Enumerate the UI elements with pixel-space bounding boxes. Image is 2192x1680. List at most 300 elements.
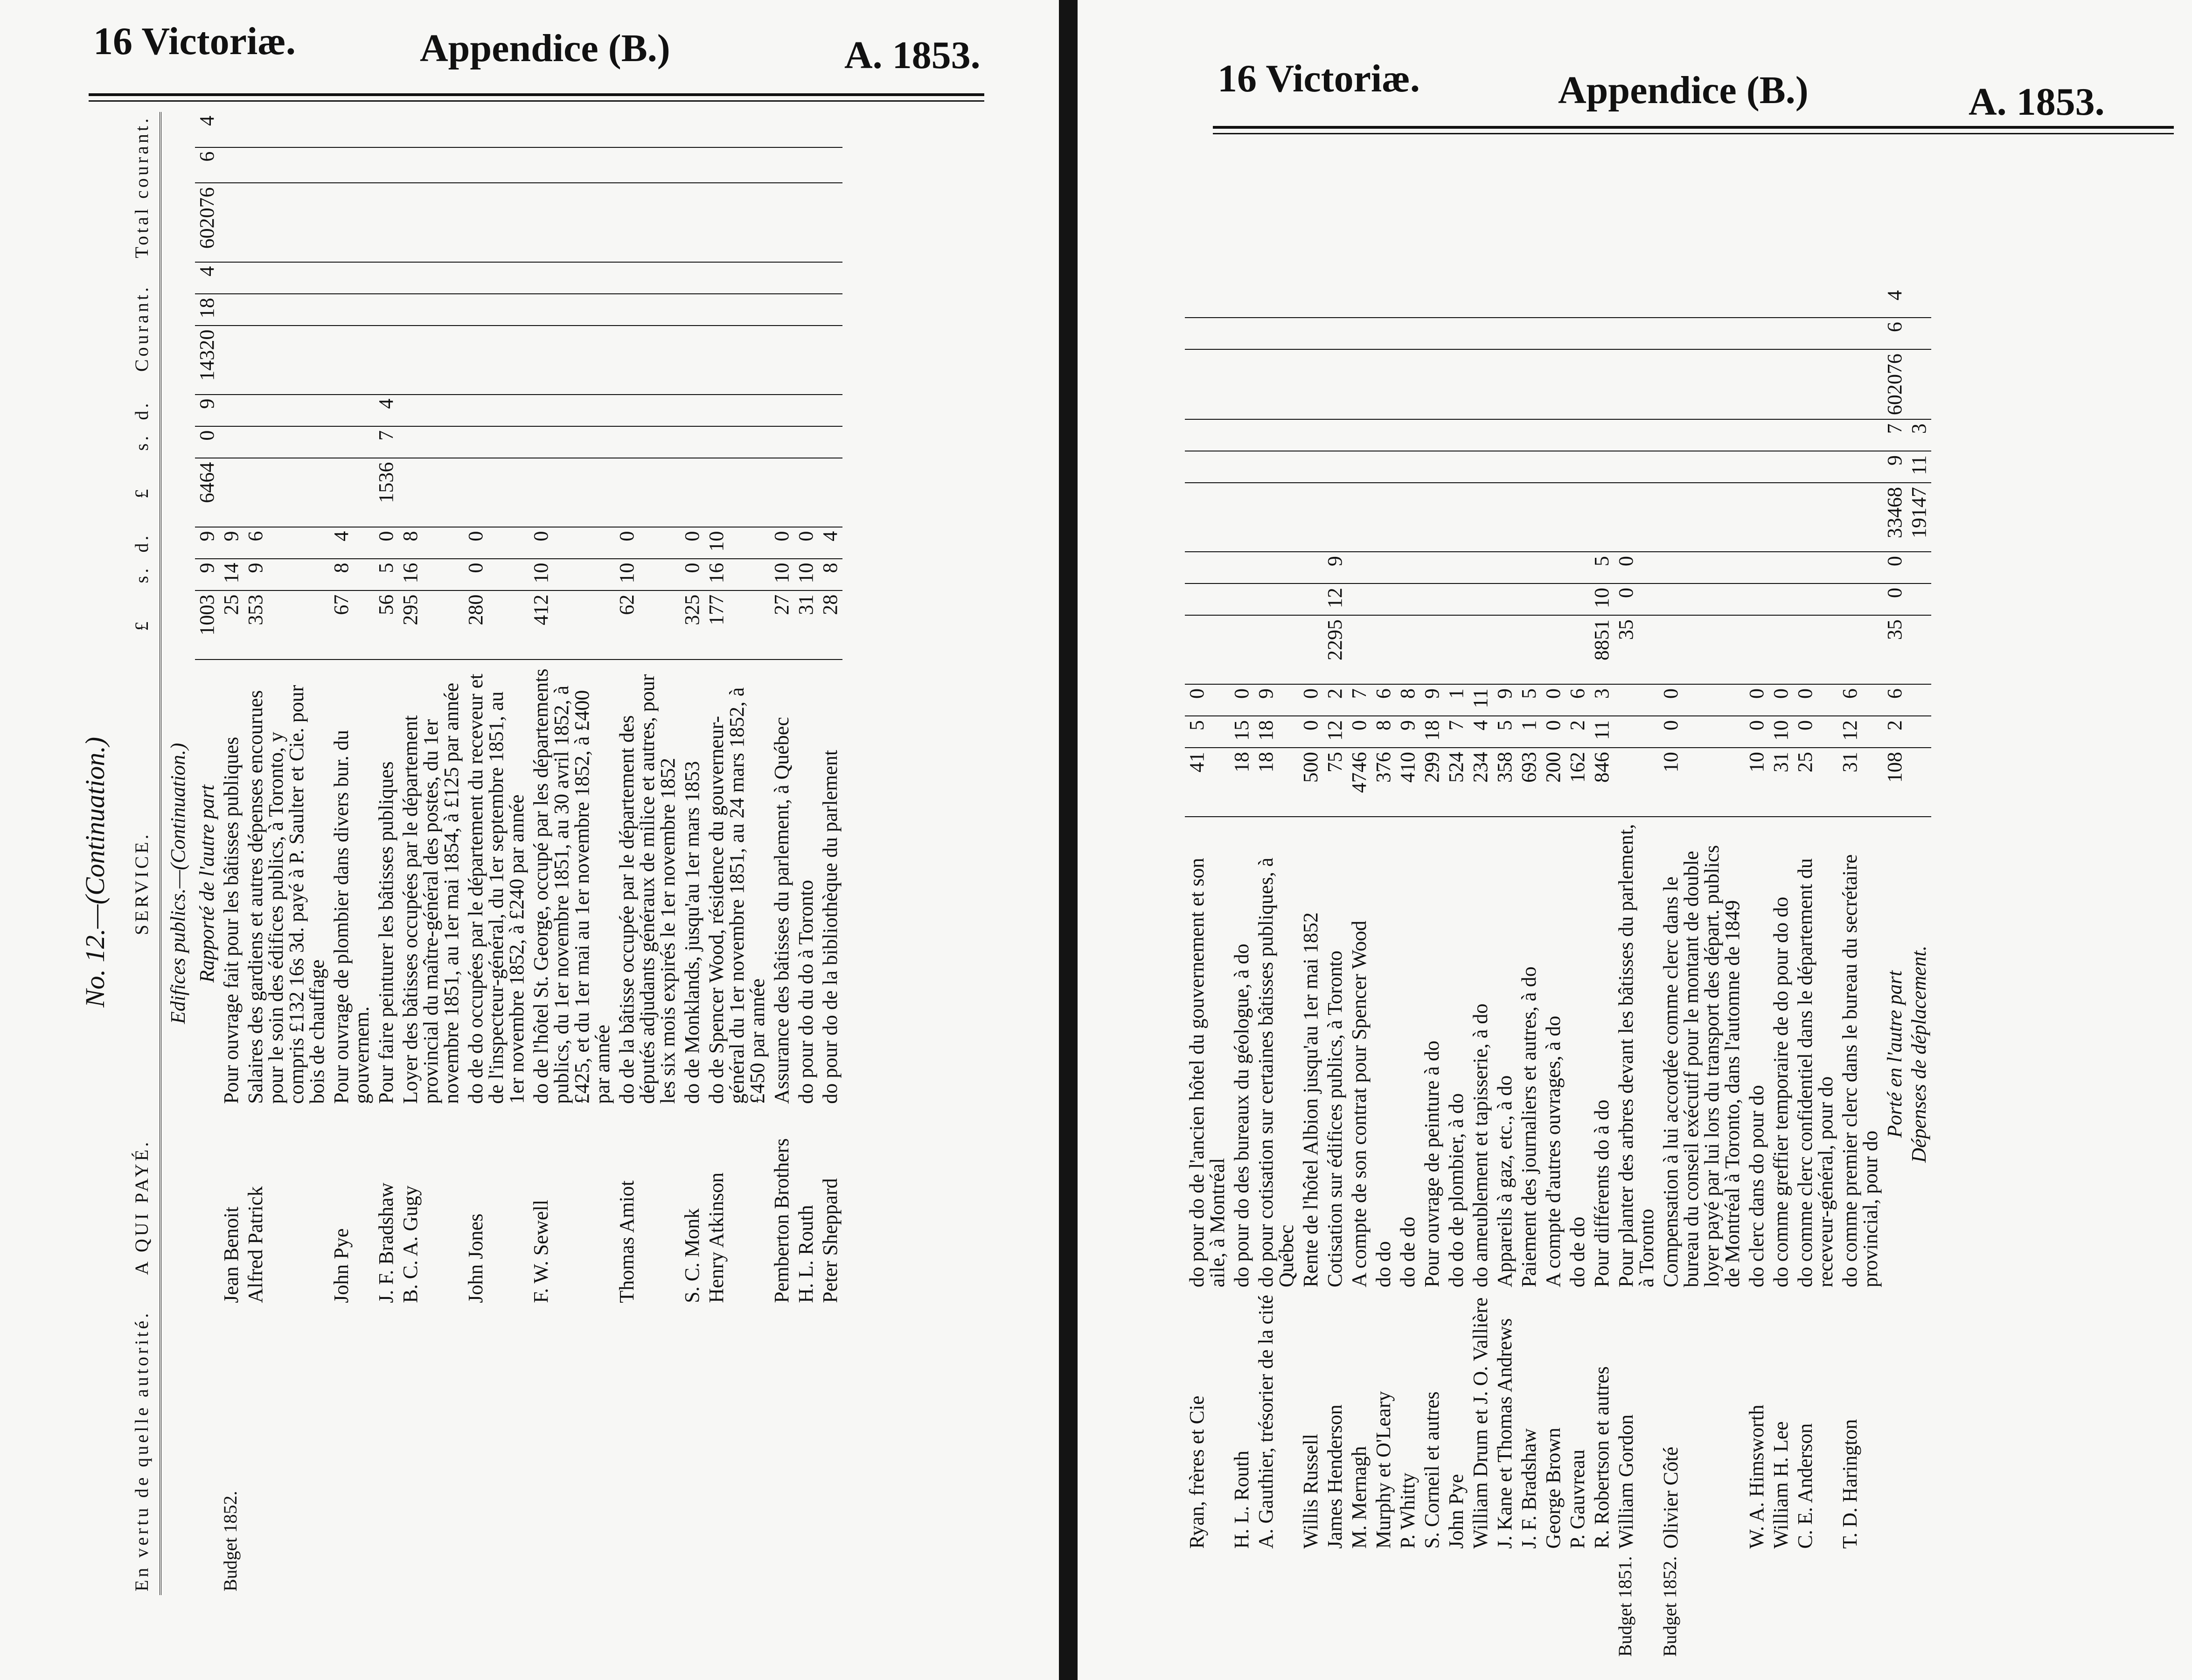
payee-cell: J. Kane et Thomas Andrews bbox=[1493, 1318, 1516, 1549]
table-row bbox=[1371, 286, 1396, 1660]
subtotal-pounds: 8851 bbox=[1590, 615, 1614, 684]
table-row bbox=[794, 112, 818, 1595]
payee-cell: Jean Benoit bbox=[220, 1207, 243, 1303]
subtotal-pounds: 1536 bbox=[374, 458, 398, 527]
payee-cell: H. L. Routh bbox=[794, 1205, 817, 1303]
amount-shillings: 5 bbox=[374, 559, 398, 590]
payee-cell: S. Corneil et autres bbox=[1420, 1391, 1443, 1549]
authority-cell bbox=[244, 1307, 329, 1595]
authority-cell bbox=[1468, 1552, 1493, 1660]
subtotal-pence: 9 bbox=[1323, 552, 1347, 583]
service-cell: Pour faire peinturer les bâtisses publiques bbox=[375, 761, 397, 1104]
subtotal-pounds bbox=[794, 458, 818, 527]
total-b-l: 35 bbox=[1883, 615, 1907, 684]
payee-cell: M. Mernagh bbox=[1348, 1446, 1371, 1549]
table-row bbox=[615, 112, 680, 1595]
amount-shillings: 10 bbox=[529, 559, 615, 590]
subtotal-shillings bbox=[1230, 583, 1254, 615]
subtotal-pence bbox=[1371, 552, 1396, 583]
amount-pounds: 31 bbox=[1769, 748, 1793, 817]
subtotal-shillings bbox=[1493, 583, 1517, 615]
subtotal-pounds bbox=[398, 458, 464, 527]
subtotal-pence bbox=[529, 395, 615, 426]
subtotal-pence bbox=[1299, 552, 1323, 583]
service-cell: Pour ouvrage de plombier dans divers bur. du gouvernem. bbox=[330, 730, 373, 1104]
amount-shillings: 0 bbox=[464, 559, 529, 590]
subtotal-shillings bbox=[1745, 583, 1769, 615]
service-cell: Pour ouvrage de peinture à do bbox=[1420, 1041, 1443, 1288]
authority-cell bbox=[615, 1307, 680, 1595]
subtotal-pounds bbox=[1517, 615, 1541, 684]
authority-cell bbox=[1590, 1552, 1614, 1660]
subtotal-pence bbox=[464, 395, 529, 426]
amount-shillings: 4 bbox=[1468, 716, 1493, 748]
table-row bbox=[1396, 286, 1420, 1660]
authority-cell bbox=[529, 1307, 615, 1595]
left-appendix: Appendice (B.) bbox=[420, 27, 670, 70]
payee-cell: W. A. Himsworth bbox=[1745, 1404, 1768, 1549]
subtotal-pounds bbox=[1769, 615, 1793, 684]
amount-shillings: 5 bbox=[1493, 716, 1517, 748]
amount-pence: 4 bbox=[329, 527, 374, 559]
service-cell: do comme clerc confidentiel dans le département du receveur-général, pour do bbox=[1794, 858, 1837, 1288]
payee-cell: William Gordon bbox=[1614, 1414, 1637, 1549]
amount-pence: 0 bbox=[1745, 684, 1769, 716]
table-row bbox=[1614, 286, 1659, 1660]
amount-shillings: 0 bbox=[680, 559, 704, 590]
total-c-d: 7 bbox=[1883, 419, 1907, 451]
mid-total-c-l: 19147 bbox=[1907, 483, 1931, 552]
amount-shillings: 18 bbox=[1254, 716, 1299, 748]
amount-shillings: 5 bbox=[1185, 716, 1230, 748]
subtotal-pounds: 2295 bbox=[1323, 615, 1347, 684]
amount-pence: 9 bbox=[219, 527, 244, 559]
amount-shillings: 12 bbox=[1323, 716, 1347, 748]
payee-cell: Peter Sheppard bbox=[819, 1178, 842, 1303]
payee-cell: Ryan, frères et Cie bbox=[1185, 1395, 1208, 1549]
amount-pence: 0 bbox=[1299, 684, 1323, 716]
amount-shillings: 10 bbox=[794, 559, 818, 590]
table-row bbox=[1323, 286, 1347, 1660]
amount-shillings: 9 bbox=[1396, 716, 1420, 748]
subtotal-shillings bbox=[1468, 583, 1493, 615]
right-ledger-table bbox=[1185, 286, 1931, 1660]
subtotal-shillings bbox=[1769, 583, 1793, 615]
subtotal-shillings bbox=[529, 426, 615, 458]
table-row bbox=[1566, 286, 1590, 1660]
authority-cell bbox=[704, 1307, 770, 1595]
amount-pounds: 280 bbox=[464, 590, 529, 660]
subtotal-pounds bbox=[680, 458, 704, 527]
subtotal-pence bbox=[770, 395, 794, 426]
table-row bbox=[1659, 286, 1745, 1660]
amount-pounds: 67 bbox=[329, 590, 374, 660]
amount-pounds: 28 bbox=[818, 590, 842, 660]
service-cell: A compte de son contrat pour Spencer Wood bbox=[1348, 920, 1371, 1288]
service-cell: do do bbox=[1372, 1241, 1395, 1288]
service-cell: do pour do de l'ancien hôtel du gouvernement et son aile, à Montréal bbox=[1185, 858, 1229, 1288]
subtotal-pence bbox=[1444, 552, 1468, 583]
carried-a-d: 9 bbox=[195, 527, 219, 559]
amount-pence: 7 bbox=[1347, 684, 1371, 716]
subtotal-shillings bbox=[704, 426, 770, 458]
subtotal-pounds bbox=[1396, 615, 1420, 684]
subtotal-pence bbox=[1566, 552, 1590, 583]
subtotal-shillings bbox=[1838, 583, 1883, 615]
total-a-l: 108 bbox=[1883, 748, 1907, 817]
table-row bbox=[529, 112, 615, 1595]
col-payee: A QUI PAYÉ. bbox=[131, 1108, 160, 1307]
table-row bbox=[1468, 286, 1493, 1660]
amount-pounds: 353 bbox=[244, 590, 329, 660]
table-row bbox=[1838, 286, 1883, 1660]
subtotal-shillings bbox=[615, 426, 680, 458]
table-row bbox=[1299, 286, 1323, 1660]
service-cell: Paiement des journaliers et autres, à do bbox=[1517, 966, 1540, 1288]
amount-pence: 0 bbox=[1793, 684, 1838, 716]
col-total-current: Total courant. bbox=[131, 112, 160, 262]
carried-forward-label: Porté en l'autre part bbox=[1883, 970, 1906, 1138]
authority-cell bbox=[1323, 1552, 1347, 1660]
left-ledger bbox=[131, 112, 842, 1595]
amount-pounds: 4746 bbox=[1347, 748, 1371, 817]
amount-shillings: 0 bbox=[1541, 716, 1566, 748]
page-gutter bbox=[1059, 0, 1078, 1680]
subtotal-pounds bbox=[1347, 615, 1371, 684]
col-current: Courant. bbox=[131, 262, 160, 395]
subtotal-pence bbox=[1420, 552, 1444, 583]
subtotal-shillings bbox=[244, 426, 329, 458]
carried-b-l: 6464 bbox=[195, 458, 219, 527]
total-d-s: 6 bbox=[1883, 318, 1907, 349]
left-header-rule bbox=[89, 93, 984, 96]
payee-cell: George Brown bbox=[1542, 1427, 1565, 1549]
service-cell: do do de plombier, à do bbox=[1445, 1093, 1468, 1288]
total-c-s: 9 bbox=[1883, 451, 1907, 483]
subtotal-shillings bbox=[1371, 583, 1396, 615]
left-year: A. 1853. bbox=[844, 34, 981, 77]
amount-pence: 0 bbox=[1769, 684, 1793, 716]
amount-pence: 0 bbox=[1185, 684, 1230, 716]
payee-cell: P. Whitty bbox=[1396, 1472, 1419, 1549]
subtotal-shillings: 12 bbox=[1323, 583, 1347, 615]
amount-pounds: 524 bbox=[1444, 748, 1468, 817]
amount-pounds bbox=[1614, 748, 1659, 817]
subtotal-pence bbox=[1541, 552, 1566, 583]
authority-cell: Budget 1852. bbox=[1659, 1556, 1680, 1657]
payee-cell: William H. Lee bbox=[1769, 1421, 1792, 1549]
service-cell: do pour do des bureaux du géologue, à do bbox=[1230, 944, 1253, 1288]
right-ledger bbox=[1185, 168, 1931, 1660]
service-cell: do ameublement et tapisserie, à do bbox=[1469, 1003, 1492, 1288]
amount-pounds: 410 bbox=[1396, 748, 1420, 817]
amount-pounds: 25 bbox=[219, 590, 244, 660]
amount-pounds: 376 bbox=[1371, 748, 1396, 817]
amount-shillings: 8 bbox=[818, 559, 842, 590]
amount-pence: 0 bbox=[1659, 684, 1745, 716]
subtotal-pence bbox=[680, 395, 704, 426]
amount-shillings: 1 bbox=[1517, 716, 1541, 748]
left-header-rule-2 bbox=[89, 100, 984, 102]
table-row bbox=[818, 112, 842, 1595]
table-row bbox=[1769, 286, 1793, 1660]
payee-cell: Murphy et O'Leary bbox=[1372, 1391, 1395, 1549]
subtotal-shillings bbox=[818, 426, 842, 458]
amount-pence: 6 bbox=[1566, 684, 1590, 716]
col-pounds: £ bbox=[131, 590, 160, 660]
left-ledger-table bbox=[131, 112, 842, 1595]
authority-cell bbox=[1185, 1552, 1230, 1660]
payee-cell: S. C. Monk bbox=[681, 1208, 703, 1303]
payee-cell: B. C. A. Gugy bbox=[399, 1185, 422, 1303]
amount-shillings: 11 bbox=[1590, 716, 1614, 748]
amount-pence: 3 bbox=[1590, 684, 1614, 716]
left-page bbox=[0, 0, 1059, 1680]
amount-pence: 6 bbox=[1371, 684, 1396, 716]
subtotal-shillings: 0 bbox=[1614, 583, 1659, 615]
payee-cell: William Drum et J. O. Vallière bbox=[1469, 1297, 1492, 1549]
subtotal-shillings bbox=[1659, 583, 1745, 615]
total-a-d: 6 bbox=[1883, 684, 1907, 716]
right-header-rule-2 bbox=[1213, 133, 2174, 134]
service-cell: Compensation à lui accordée comme clerc dans le bureau du conseil exécutif pour le montant de double loyer payé par lui lors du transport des départ. publics de Montréal à Toronto, dans l'automne de 1849 bbox=[1659, 845, 1744, 1288]
carried-a-l: 1003 bbox=[195, 590, 219, 660]
payee-cell: Henry Atkinson bbox=[705, 1172, 728, 1303]
amount-pence: 8 bbox=[1396, 684, 1420, 716]
amount-pence: 9 bbox=[1254, 684, 1299, 716]
col-sub-pounds: £ bbox=[131, 458, 160, 527]
amount-pounds: 10 bbox=[1659, 748, 1745, 817]
service-cell: do de do bbox=[1566, 1216, 1589, 1288]
amount-pounds: 27 bbox=[770, 590, 794, 660]
table-row bbox=[1590, 286, 1614, 1660]
payee-cell: Alfred Patrick bbox=[244, 1186, 267, 1303]
subtotal-pence bbox=[244, 395, 329, 426]
amount-pounds: 18 bbox=[1254, 748, 1299, 817]
amount-shillings: 0 bbox=[1299, 716, 1323, 748]
amount-shillings: 8 bbox=[1371, 716, 1396, 748]
service-cell: Rente de l'hôtel Albion jusqu'au 1er mai 1852 bbox=[1299, 912, 1322, 1288]
payee-cell: R. Robertson et autres bbox=[1590, 1366, 1613, 1549]
subtotal-pence bbox=[1838, 552, 1883, 583]
amount-pence: 4 bbox=[818, 527, 842, 559]
table-row bbox=[704, 112, 770, 1595]
amount-shillings: 10 bbox=[1769, 716, 1793, 748]
subtotal-shillings bbox=[219, 426, 244, 458]
subtotal-pounds bbox=[529, 458, 615, 527]
payee-cell: J. F. Bradshaw bbox=[1517, 1428, 1540, 1549]
amount-pounds: 846 bbox=[1590, 748, 1614, 817]
amount-shillings: 0 bbox=[1659, 716, 1745, 748]
subtotal-shillings bbox=[1254, 583, 1299, 615]
table-row bbox=[464, 112, 529, 1595]
col-pence: d. bbox=[131, 527, 160, 559]
subtotal-pounds bbox=[464, 458, 529, 527]
service-cell: do de do occupées par le département du receveur et de l'inspecteur-général, du 1er septembre 1851, au 1er novembre 1852, à £240 par année bbox=[464, 673, 528, 1104]
payee-cell: Olivier Côté bbox=[1659, 1446, 1682, 1549]
amount-shillings bbox=[1614, 716, 1659, 748]
col-sub-shillings: s. bbox=[131, 426, 160, 458]
subtotal-pounds bbox=[1541, 615, 1566, 684]
col-service: SERVICE. bbox=[131, 660, 160, 1108]
service-cell: do de Spencer Wood, résidence du gouverneur-général du 1er novembre 1851, au 24 mars 1852, à £450 par année bbox=[705, 687, 769, 1104]
payee-cell: F. W. Sewell bbox=[529, 1200, 552, 1303]
total-d-d: 4 bbox=[1883, 286, 1907, 318]
amount-pence: 0 bbox=[615, 527, 680, 559]
subtotal-pence bbox=[398, 395, 464, 426]
service-cell: do de do bbox=[1396, 1216, 1419, 1288]
amount-pounds: 325 bbox=[680, 590, 704, 660]
amount-pence: 0 bbox=[770, 527, 794, 559]
authority-cell bbox=[1769, 1552, 1793, 1660]
table-row bbox=[1444, 286, 1468, 1660]
authority-cell bbox=[1838, 1552, 1883, 1660]
right-appendix: Appendice (B.) bbox=[1558, 69, 1809, 112]
subtotal-pounds bbox=[770, 458, 794, 527]
col-shillings: s. bbox=[131, 559, 160, 590]
authority-cell bbox=[1517, 1552, 1541, 1660]
payee-cell: James Henderson bbox=[1323, 1404, 1346, 1549]
authority-cell: Budget 1851. bbox=[1614, 1556, 1635, 1657]
service-cell: do pour cotisation sur certaines bâtisses publiques, à Québec bbox=[1254, 857, 1298, 1288]
subtotal-shillings: 10 bbox=[1590, 583, 1614, 615]
authority-cell bbox=[1793, 1552, 1838, 1660]
service-cell: do comme greffier temporaire de do pour do do bbox=[1769, 896, 1792, 1288]
table-row bbox=[1347, 286, 1371, 1660]
carried-c-l: 14320 bbox=[195, 326, 219, 395]
payee-cell: Willis Russell bbox=[1299, 1434, 1322, 1549]
table-row bbox=[219, 112, 244, 1595]
amount-pounds: 75 bbox=[1323, 748, 1347, 817]
subtotal-shillings bbox=[794, 426, 818, 458]
amount-pounds: 62 bbox=[615, 590, 680, 660]
subtotal-pence bbox=[1659, 552, 1745, 583]
amount-pounds: 18 bbox=[1230, 748, 1254, 817]
col-sub-pence: d. bbox=[131, 395, 160, 426]
left-regnal: 16 Victoriæ. bbox=[93, 20, 296, 63]
subtotal-pence bbox=[794, 395, 818, 426]
amount-pence: 0 bbox=[1541, 684, 1566, 716]
table-row bbox=[244, 112, 329, 1595]
table-row bbox=[1745, 286, 1769, 1660]
carried-c-d: 4 bbox=[195, 262, 219, 294]
table-row bbox=[329, 112, 374, 1595]
amount-pence: 5 bbox=[1517, 684, 1541, 716]
subtotal-pounds bbox=[1444, 615, 1468, 684]
subtotal-pounds bbox=[329, 458, 374, 527]
amount-pence: 6 bbox=[244, 527, 329, 559]
subtotal-pence: 5 bbox=[1590, 552, 1614, 583]
subtotal-shillings bbox=[770, 426, 794, 458]
subtotal-pence bbox=[1769, 552, 1793, 583]
amount-pence: 9 bbox=[1493, 684, 1517, 716]
subtotal-pence bbox=[1396, 552, 1420, 583]
service-cell: do pour do de la bibliothèque du parlement bbox=[819, 750, 842, 1104]
subtotal-pence bbox=[1793, 552, 1838, 583]
service-cell: do clerc dans do pour do bbox=[1745, 1085, 1768, 1288]
subtotal-pounds bbox=[1371, 615, 1396, 684]
amount-shillings: 0 bbox=[1793, 716, 1838, 748]
service-cell: Cotisation sur édifices publics, à Toronto bbox=[1323, 951, 1346, 1288]
amount-pounds: 162 bbox=[1566, 748, 1590, 817]
subtotal-pounds bbox=[1185, 615, 1230, 684]
amount-pounds: 200 bbox=[1541, 748, 1566, 817]
authority-cell bbox=[374, 1307, 398, 1595]
subtotal-shillings: 7 bbox=[374, 426, 398, 458]
amount-pence: 10 bbox=[704, 527, 770, 559]
payee-cell: A. Gauthier, trésorier de la cité bbox=[1254, 1295, 1277, 1549]
amount-pence: 0 bbox=[794, 527, 818, 559]
amount-pence: 2 bbox=[1323, 684, 1347, 716]
amount-shillings: 18 bbox=[1420, 716, 1444, 748]
service-cell: A compte d'autres ouvrages, à do bbox=[1542, 1015, 1565, 1288]
subtotal-pence bbox=[1517, 552, 1541, 583]
authority-cell bbox=[1396, 1552, 1420, 1660]
authority-cell bbox=[1371, 1552, 1396, 1660]
amount-pence: 0 bbox=[680, 527, 704, 559]
table-title: No. 12.—(Continuation.) bbox=[80, 736, 110, 1007]
table-row bbox=[374, 112, 398, 1595]
table-row bbox=[1420, 286, 1444, 1660]
carried-d-s: 6 bbox=[195, 147, 219, 183]
amount-pounds: 177 bbox=[704, 590, 770, 660]
amount-pounds: 412 bbox=[529, 590, 615, 660]
table-row bbox=[770, 112, 794, 1595]
carried-a-s: 9 bbox=[195, 559, 219, 590]
service-cell: Salaires des gardiens et autres dépenses encourues pour le soin des édifices publics, à Toronto, y compris £132 16s 3d. payé à P. Saulter et Cie. pour bois de chauffage bbox=[244, 685, 328, 1104]
amount-pence bbox=[1614, 684, 1659, 716]
payee-cell: H. L. Routh bbox=[1230, 1451, 1253, 1549]
amount-shillings: 8 bbox=[329, 559, 374, 590]
subtotal-shillings bbox=[329, 426, 374, 458]
amount-pounds: 693 bbox=[1517, 748, 1541, 817]
amount-shillings: 9 bbox=[244, 559, 329, 590]
payee-cell: John Pye bbox=[330, 1228, 353, 1303]
authority-cell bbox=[1254, 1552, 1299, 1660]
subtotal-shillings bbox=[1299, 583, 1323, 615]
authority-cell bbox=[680, 1307, 704, 1595]
authority-cell bbox=[818, 1307, 842, 1595]
service-cell: Pour différents do à do bbox=[1590, 1099, 1613, 1288]
service-cell: Pour ouvrage fait pour les bâtisses publiques bbox=[220, 736, 243, 1104]
total-b-d: 0 bbox=[1883, 552, 1907, 583]
table-row bbox=[1185, 286, 1230, 1660]
authority-cell bbox=[770, 1307, 794, 1595]
carried-label: Rapporté de l'autre part bbox=[195, 784, 218, 983]
subtotal-shillings bbox=[1444, 583, 1468, 615]
amount-pence: 6 bbox=[1838, 684, 1883, 716]
payee-cell: John Pye bbox=[1445, 1474, 1468, 1549]
subtotal-shillings bbox=[464, 426, 529, 458]
right-header-rule bbox=[1213, 126, 2174, 129]
amount-pounds: 500 bbox=[1299, 748, 1323, 817]
total-c-l: 33468 bbox=[1883, 483, 1907, 552]
subtotal-pence bbox=[615, 395, 680, 426]
amount-pounds: 41 bbox=[1185, 748, 1230, 817]
total-d-l: 602076 bbox=[1883, 349, 1907, 419]
subtotal-pounds bbox=[1493, 615, 1517, 684]
subtotal-pence bbox=[1347, 552, 1371, 583]
amount-shillings: 0 bbox=[1745, 716, 1769, 748]
table-row bbox=[1517, 286, 1541, 1660]
col-authority: En vertu de quelle autorité. bbox=[131, 1307, 160, 1595]
authority-cell bbox=[1444, 1552, 1468, 1660]
subtotal-shillings bbox=[1347, 583, 1371, 615]
amount-pounds: 299 bbox=[1420, 748, 1444, 817]
amount-pence: 11 bbox=[1468, 684, 1493, 716]
right-year: A. 1853. bbox=[1969, 80, 2105, 124]
authority-cell bbox=[329, 1307, 374, 1595]
